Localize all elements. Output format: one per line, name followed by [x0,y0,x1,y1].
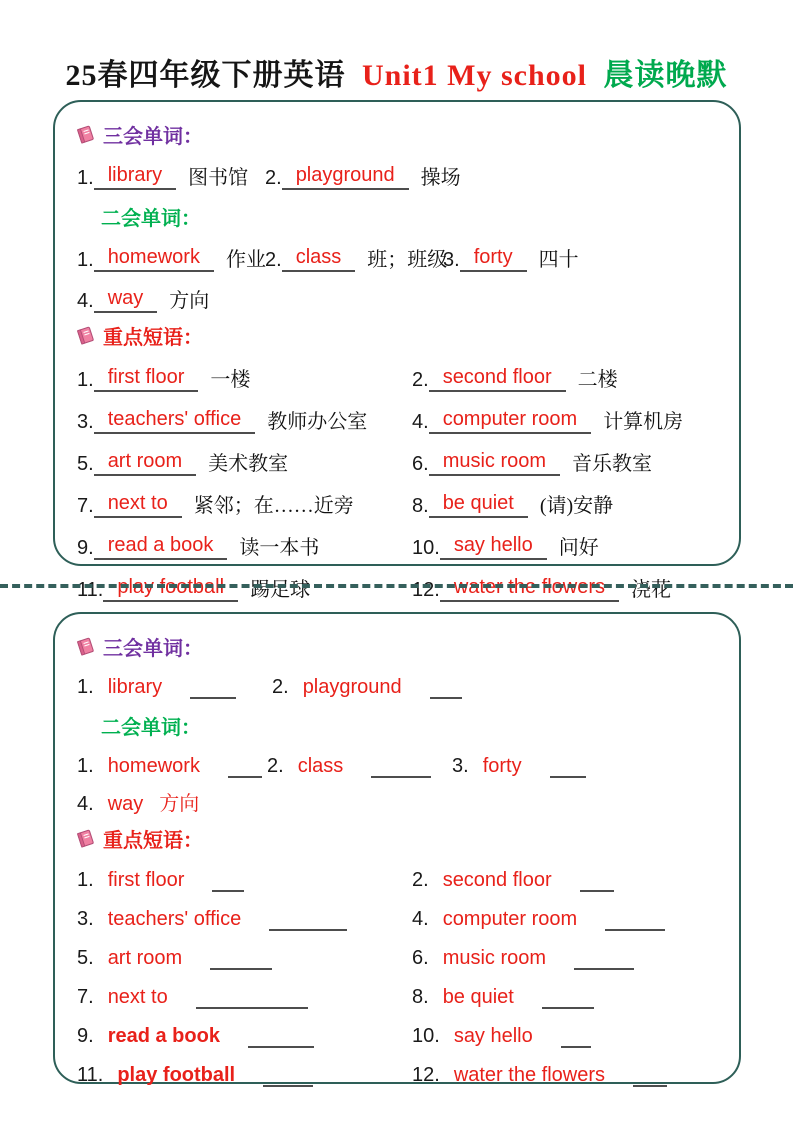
item-number: 2. [265,167,282,189]
answer-filled: play football [103,575,238,602]
item-number: 12. [412,1064,440,1086]
item-number: 2. [412,369,429,391]
phrase-item [77,365,412,392]
item-number: 6. [412,947,429,969]
item-meaning: 问好 [558,537,599,559]
item-number: 1. [77,249,94,271]
phrase-item [412,1024,591,1048]
item-number: 4. [412,908,429,930]
answer-filled: forty [460,245,527,272]
item-meaning: 作业 [225,249,266,271]
practice-word: teachers' office [107,908,242,930]
item-number: 11. [77,579,104,601]
book-icon [75,325,96,346]
item-number: 10. [412,537,440,559]
practice-word: water the flowers [453,1064,605,1086]
item-number: 2. [412,869,429,891]
meaning-blank [633,1067,667,1087]
item-meaning: 操场 [420,167,461,189]
two-words-row-1 [77,245,719,272]
meaning-blank [580,872,614,892]
book-icon [75,124,96,145]
phrase-row [77,985,719,1009]
phrase-item [77,985,412,1009]
filled-meaning: 方向 [159,793,200,815]
item-number: 11. [77,1064,104,1086]
item-number: 10. [412,1025,440,1047]
phrase-item [412,985,594,1009]
phrase-row [77,365,719,392]
item-number: 6. [412,453,429,475]
meaning-blank [561,1028,591,1048]
phrase-item [77,407,412,434]
practice-word: playground [302,676,402,698]
practice-word: way [107,793,144,815]
item-meaning: (请)安静 [539,495,614,517]
practice-word: next to [107,986,168,1008]
item-number: 1. [77,369,94,391]
word-item [77,286,209,313]
practice-word: say hello [453,1025,533,1047]
phrase-row [77,449,719,476]
word-item [272,675,462,699]
two-words-label: 二会单词： [101,717,201,739]
item-meaning: 一楼 [210,369,251,391]
answer-filled: next to [94,491,182,518]
meaning-blank [196,989,308,1009]
phrase-item [77,946,412,970]
answer-filled: art room [94,449,196,476]
item-meaning: 方向 [169,290,210,312]
three-words-section-header [75,120,719,149]
item-number: 2. [267,755,284,777]
word-item [443,245,579,272]
answer-filled: class [282,245,356,272]
meaning-blank [190,679,236,699]
phrase-item [412,365,618,392]
answer-filled: water the flowers [440,575,619,602]
item-meaning: 紧邻；在……近旁 [193,495,354,517]
phrase-item [77,449,412,476]
item-number: 8. [412,495,429,517]
phrase-item [412,1063,667,1087]
page-title [0,50,793,94]
meaning-blank [371,758,431,778]
phrase-item [412,491,613,518]
phrase-row [77,491,719,518]
two-words-row-2 [77,286,719,313]
answer-filled: way [94,286,158,313]
answer-filled: playground [282,163,409,190]
answer-filled: teachers' office [94,407,256,434]
item-meaning: 二楼 [577,369,618,391]
practice-word: play football [117,1064,236,1086]
item-meaning: 浇花 [630,579,671,601]
item-number: 3. [443,249,460,271]
item-meaning: 计算机房 [603,411,684,433]
phrase-item [412,868,614,892]
answer-filled: homework [94,245,214,272]
item-number: 1. [77,676,94,698]
word-item [265,245,448,272]
item-number: 5. [77,947,94,969]
phrase-item [77,491,412,518]
phrases-section-header [75,824,719,853]
dashed-divider [0,584,793,588]
two-words-label: 二会单词： [101,208,201,230]
item-meaning: 音乐教室 [572,453,653,475]
practice-word: music room [442,947,547,969]
phrase-row [77,868,719,892]
title-suffix: 晨读晚默 [603,59,728,92]
word-item [265,163,461,190]
practice-word: read a book [107,1025,220,1047]
phrase-row [77,575,719,602]
practice-word: library [107,676,163,698]
phrase-item [412,575,671,602]
two-words-section-header [101,711,719,740]
meaning-blank [574,950,634,970]
phrases-label: 重点短语： [103,327,203,349]
item-number: 3. [452,755,469,777]
title-prefix: 25春四年级下册英语 [65,59,346,92]
phrase-row [77,1063,719,1087]
item-number: 12. [412,579,440,601]
item-number: 1. [77,167,94,189]
answer-box [53,100,741,601]
phrase-item [77,533,412,560]
phrase-item [77,907,412,931]
item-number: 8. [412,986,429,1008]
meaning-blank [263,1067,313,1087]
practice-word: be quiet [442,986,514,1008]
phrase-item [412,946,634,970]
phrase-item [412,533,599,560]
meaning-blank [542,989,594,1009]
meaning-blank [212,872,244,892]
three-words-row [77,675,719,699]
practice-word: computer room [442,908,578,930]
phrase-row [77,533,719,560]
meaning-blank [228,758,262,778]
meaning-blank [605,911,665,931]
item-number: 2. [265,249,282,271]
item-number: 9. [77,1025,94,1047]
book-icon [75,636,96,657]
phrase-item [77,1063,412,1087]
answer-filled: read a book [94,533,228,560]
answer-filled: music room [429,449,560,476]
answer-filled: first floor [94,365,199,392]
word-item [77,792,199,816]
two-words-section-header [101,202,719,231]
phrase-row [77,907,719,931]
three-words-label: 三会单词： [103,126,203,148]
item-number: 4. [77,290,94,312]
item-number: 7. [77,495,94,517]
word-item [77,675,272,699]
phrase-item [77,868,412,892]
item-number: 3. [77,411,94,433]
item-meaning: 读一本书 [239,537,320,559]
item-number: 5. [77,453,94,475]
three-words-label: 三会单词： [103,638,203,660]
word-item [77,245,265,272]
item-number: 1. [77,869,94,891]
title-unit: Unit1 My school [362,59,587,92]
word-item [77,163,265,190]
phrase-item [77,1024,412,1048]
practice-word: forty [482,755,522,777]
three-words-section-header [75,632,719,661]
practice-word: art room [107,947,183,969]
answer-filled: be quiet [429,491,528,518]
answer-filled: computer room [429,407,592,434]
item-meaning: 图书馆 [188,167,249,189]
phrases-section-header [75,321,719,350]
practice-box [53,612,741,1084]
phrase-item [412,407,683,434]
phrase-row [77,946,719,970]
item-meaning: 教师办公室 [267,411,368,433]
word-item [267,754,452,778]
practice-word: first floor [107,869,185,891]
item-meaning: 踢足球 [250,579,311,601]
item-number: 2. [272,676,289,698]
practice-word: class [297,755,344,777]
meaning-blank [269,911,347,931]
word-item [77,754,267,778]
item-meaning: 四十 [538,249,579,271]
two-words-row-1 [77,754,719,778]
book-icon [75,828,96,849]
two-words-row-2 [77,792,719,816]
answer-filled: second floor [429,365,566,392]
item-number: 4. [77,793,94,815]
meaning-blank [248,1028,314,1048]
phrase-item [412,907,665,931]
word-item [452,754,586,778]
item-meaning: 美术教室 [208,453,289,475]
phrase-row [77,1024,719,1048]
answer-filled: say hello [440,533,547,560]
phrase-row [77,407,719,434]
item-number: 4. [412,411,429,433]
meaning-blank [550,758,586,778]
meaning-blank [430,679,462,699]
item-number: 3. [77,908,94,930]
phrase-item [77,575,412,602]
meaning-blank [210,950,272,970]
practice-word: homework [107,755,200,777]
phrases-label: 重点短语： [103,830,203,852]
practice-word: second floor [442,869,552,891]
item-number: 9. [77,537,94,559]
phrase-item [412,449,652,476]
answer-filled: library [94,163,176,190]
item-number: 7. [77,986,94,1008]
item-meaning: 班；班级 [367,249,448,271]
three-words-row [77,163,719,190]
item-number: 1. [77,755,94,777]
